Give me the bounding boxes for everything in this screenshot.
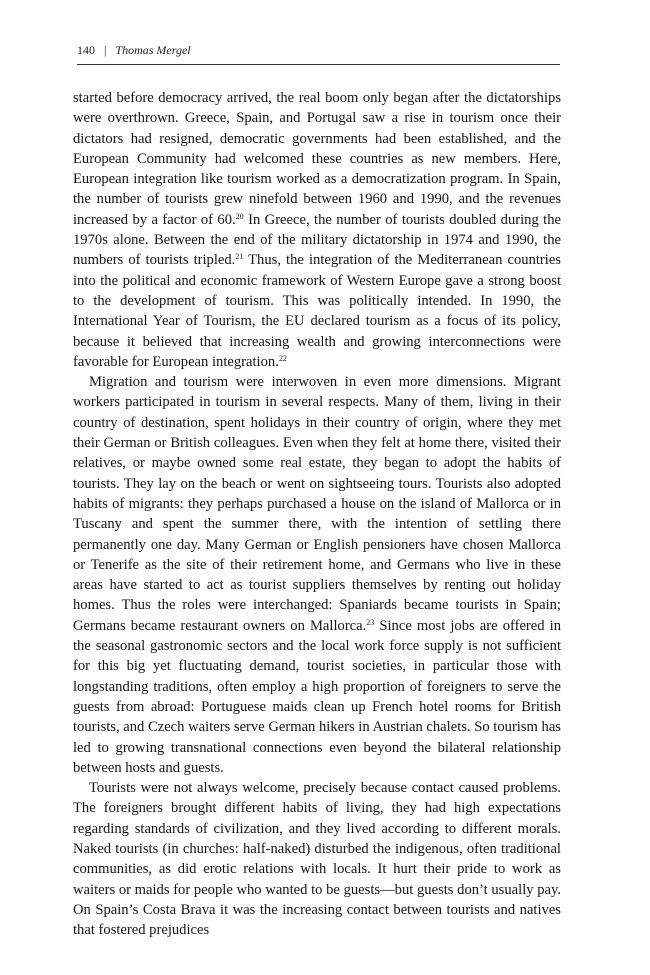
footnote-marker: 22: [278, 353, 287, 363]
page-number: 140: [77, 43, 95, 57]
footnote-marker: 20: [235, 211, 244, 221]
header-separator: |: [104, 43, 107, 57]
footnote-marker: 21: [235, 252, 244, 262]
paragraph: [73, 778, 561, 940]
text-run: started before democracy arrived, the real boom only began after the dictatorships were overthrown. Greece, Spain, and Portugal saw a rise in tourism once their dictators had resigned, democratic governments had been established, and the European Community had welcomed these countries as new members. Here, European integration like tourism worked as a democratization program. In Spain, the number of tourists grew ninefold between 1960 and 1990, and the revenues increased by a factor of 60.: [73, 90, 561, 228]
body-text: [73, 88, 561, 940]
footnote-marker: 23: [366, 617, 375, 627]
text-run: Since most jobs are offered in the seasonal gastronomic sectors and the local work force supply is not sufficient for this big yet fluctuating demand, tourist societies, in particular those with longstanding traditions, often employ a high proportion of foreigners to serve the guests from abroad: Portuguese maids clean up French hotel rooms for British tourists, and Czech waiters serve German hikers in Austrian chalets. So tourism has led to growing transnational connections even beyond the bilateral relationship between hosts and guests.: [73, 617, 561, 776]
text-run: In Greece, the number of tourists doubled during the 1970s alone. Between the end of the military dictatorship in 1974 and 1990, the numbers of tourists tripled.: [73, 211, 561, 269]
text-run: Tourists were not always welcome, precisely because contact caused problems. The foreigners brought different habits of living, they had high expectations regarding standards of civilization, and they lived according to different morals. Naked tourists (in churches: half-naked) disturbed the indigenous, often traditional communities, as did erotic relations with locals. It hurt their pride to work as waiters or maids for people who wanted to be guests—but guests don’t usually pay. On Spain’s Costa Brava it was the increasing contact between tourists and natives that fostered prejudices: [73, 780, 561, 939]
text-run: Thus, the integration of the Mediterranean countries into the political and economic framework of Western Europe gave a strong boost to the development of tourism. This was politically intended. In 1990, the International Year of Tourism, the EU declared tourism as a focus of its policy, because it believed that increasing wealth and growing interconnections were favorable for European integration.: [73, 252, 561, 370]
running-head-author: Thomas Mergel: [115, 43, 191, 57]
paragraph: [73, 88, 561, 372]
text-run: Migration and tourism were interwoven in even more dimensions. Migrant workers participated in tourism in several respects. Many of them, living in their country of destination, spent holidays in their country of origin, where they met their German or British colleagues. Even when they felt at home there, visited their relatives, or maybe owned some real estate, they began to adopt the habits of tourists. They lay on the beach or went on sightseeing tours. Tourists also adopted habits of migrants: they perhaps purchased a house on the island of Mallorca or in Tuscany and spent the summer there, with the intention of settling there permanently one day. Many German or English pensioners have chosen Mallorca or Tenerife as the site of their retirement home, and Germans who live in these areas have started to act as tourist suppliers themselves by renting out holiday homes. Thus the roles were interchanged: Spaniards became tourists in Spain; Germans became restaurant owners on Mallorca.: [73, 374, 561, 634]
paragraph: [73, 372, 561, 778]
running-head: [77, 43, 560, 65]
